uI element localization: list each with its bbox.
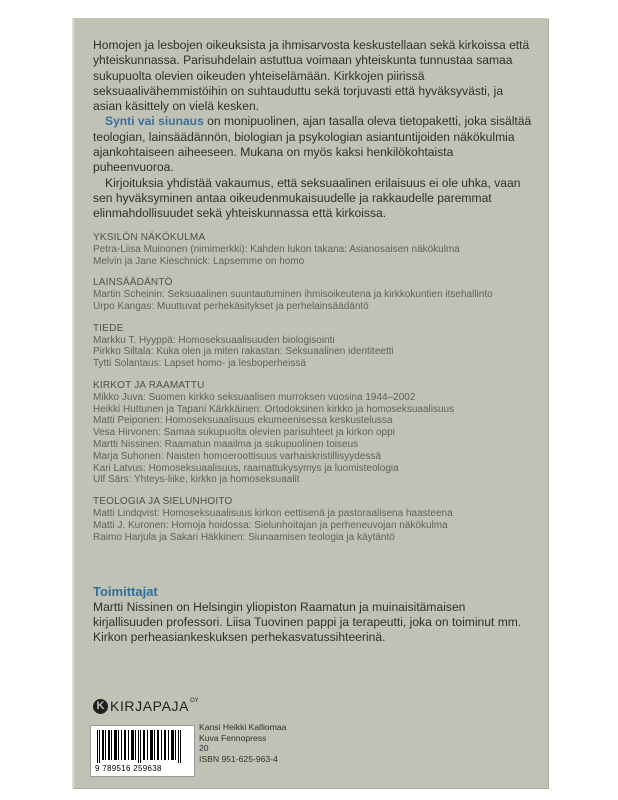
toc-item: Raimo Harjula ja Sakari Häkkinen: Siunaamisen teologia ja käytäntö — [93, 531, 395, 543]
toc-item: Kari Latvus: Homoseksuaalisuus, raamattukysymys ja luomisteologia — [93, 462, 399, 474]
book-title-inline: Synti vai siunaus — [105, 114, 204, 129]
toc-section-heading: LAINSÄÄDÄNTÖ — [93, 277, 173, 289]
toc-section — [93, 277, 533, 312]
blurb-paragraph-2-text: on monipuolinen, ajan tasalla oleva tietopaketti, joka sisältää teologian, lainsäädännön, biologian ja psykologian asiantuntijoiden näkökulmia ajankohtaiseen aiheeseen. Mukana on myös kaksi henkilökohtaista puheenvuoroa. — [93, 114, 532, 175]
toc-section-heading: YKSILÖN NÄKÖKULMA — [93, 232, 206, 243]
barcode-number: 9 789516 259638 — [95, 764, 162, 773]
toc-item: Matti Peiponen: Homoseksuaalisuus ekumeenisessa keskustelussa — [93, 415, 393, 427]
toc-section-heading: KIRKOT JA RAAMATTU — [93, 379, 205, 391]
credit-line: 20 — [199, 743, 209, 754]
toc-item: Tytti Solantaus: Lapset homo- ja lesboperheissä — [93, 358, 306, 370]
toc-item: Marja Suhonen: Naisten homoeroottisuus varhaiskristillisyydessä — [93, 450, 381, 462]
credit-line: Kansi Heikki Kalliomaa — [199, 722, 287, 732]
cover-credits — [199, 722, 286, 764]
cover-edge — [72, 18, 74, 788]
toc-section — [93, 496, 533, 543]
isbn: ISBN 951-625-963-4 — [199, 753, 278, 764]
barcode-bars-icon — [97, 730, 187, 763]
table-of-contents — [93, 232, 533, 553]
toc-item: Matti J. Kuronen: Homoja hoidossa: Sielunhoitajan ja perheneuvojan näkökulma — [93, 519, 448, 531]
toc-section — [93, 323, 533, 370]
blurb-paragraph-3: Kirjoituksia yhdistää vakaumus, että seksuaalinen erilaisuus ei ole uhka, vaan sen hyväksyminen antaa oikeudenmukaisuudelle ja rakkaudelle paremmat elinmahdollisuudet sekä yhteiskunnassa että kirkoissa. — [93, 175, 521, 221]
editors-heading: Toimittajat — [93, 584, 158, 599]
blurb-paragraph-2 — [93, 114, 533, 175]
toc-item: Matti Lindqvist: Homoseksuaalisuus kirkon eettisenä ja pastoraalisena haasteena — [93, 507, 453, 519]
publisher-mark-icon: K — [93, 699, 108, 714]
publisher-name: KIRJAPAJA — [110, 698, 190, 714]
toc-item: Petra-Liisa Muinonen (nimimerkki): Kahden lukon takana: Asianosaisen näkökulma — [93, 243, 460, 255]
toc-section-heading: TEOLOGIA JA SIELUNHOITO — [93, 496, 233, 508]
editors-text: Martti Nissinen on Helsingin yliopiston Raamatun ja muinaisitämaisen kirjallisuuden professori. Liisa Tuovinen pappi ja terapeutti, joka on toiminut mm. Kirkon perheasiankeskuksen perhekasvatussihteerinä. — [93, 600, 522, 645]
toc-item: Markku T. Hyyppä: Homoseksuaalisuuden biologisointi — [93, 334, 335, 346]
toc-item: Martti Nissinen: Raamatun maailma ja sukupuolinen toiseus — [93, 438, 359, 450]
toc-item: Martin Scheinin: Seksuaalinen suuntautuminen ihmisoikeutena ja kirkkokuntien itsehallinto — [93, 289, 493, 301]
toc-item: Mikko Juva: Suomen kirkko seksuaalisen murroksen vuosina 1944–2002 — [93, 391, 416, 403]
toc-section — [93, 380, 533, 486]
barcode — [90, 725, 195, 777]
toc-item: Melvin ja Jane Kieschnick: Lapsemme on homo — [93, 255, 305, 267]
publisher-logo — [93, 698, 199, 714]
credit-line: Kuva Fennopress — [199, 732, 267, 743]
toc-section — [93, 232, 533, 267]
blurb-paragraph-1: Homojen ja lesbojen oikeuksista ja ihmisarvosta keskustellaan sekä kirkoissa että yhteiskunnassa. Parisuhdelain astuttua voimaan yhteiskunta tunnustaa samaa sukupuolta olevien oikeuden yhteiselämään. Kirkkojen piirissä seksuaalivähemmistöihin on suhtauduttu sekä torjuvasti että hyväksyvästi, ja asian käsittely on vielä kesken. — [93, 38, 530, 114]
toc-item: Vesa Hirvonen: Samaa sukupuolta olevien parisuhteet ja kirkon oppi — [93, 427, 395, 439]
toc-item: Ulf Särs: Yhteys-liike, kirkko ja homoseksuaalit — [93, 474, 300, 486]
toc-item: Urpo Kangas: Muuttuvat perhekäsitykset ja perhelainsäädäntö — [93, 300, 369, 312]
toc-item: Heikki Huttunen ja Tapani Kärkkäinen: Ortodoksinen kirkko ja homoseksuaalisuus — [93, 403, 455, 415]
blurb — [93, 38, 533, 222]
publisher-suffix: OY — [190, 698, 199, 704]
toc-section-heading: TIEDE — [93, 322, 124, 334]
toc-item: Pirkko Siltala: Kuka olen ja miten rakastan: Seksuaalinen identiteetti — [93, 346, 394, 358]
